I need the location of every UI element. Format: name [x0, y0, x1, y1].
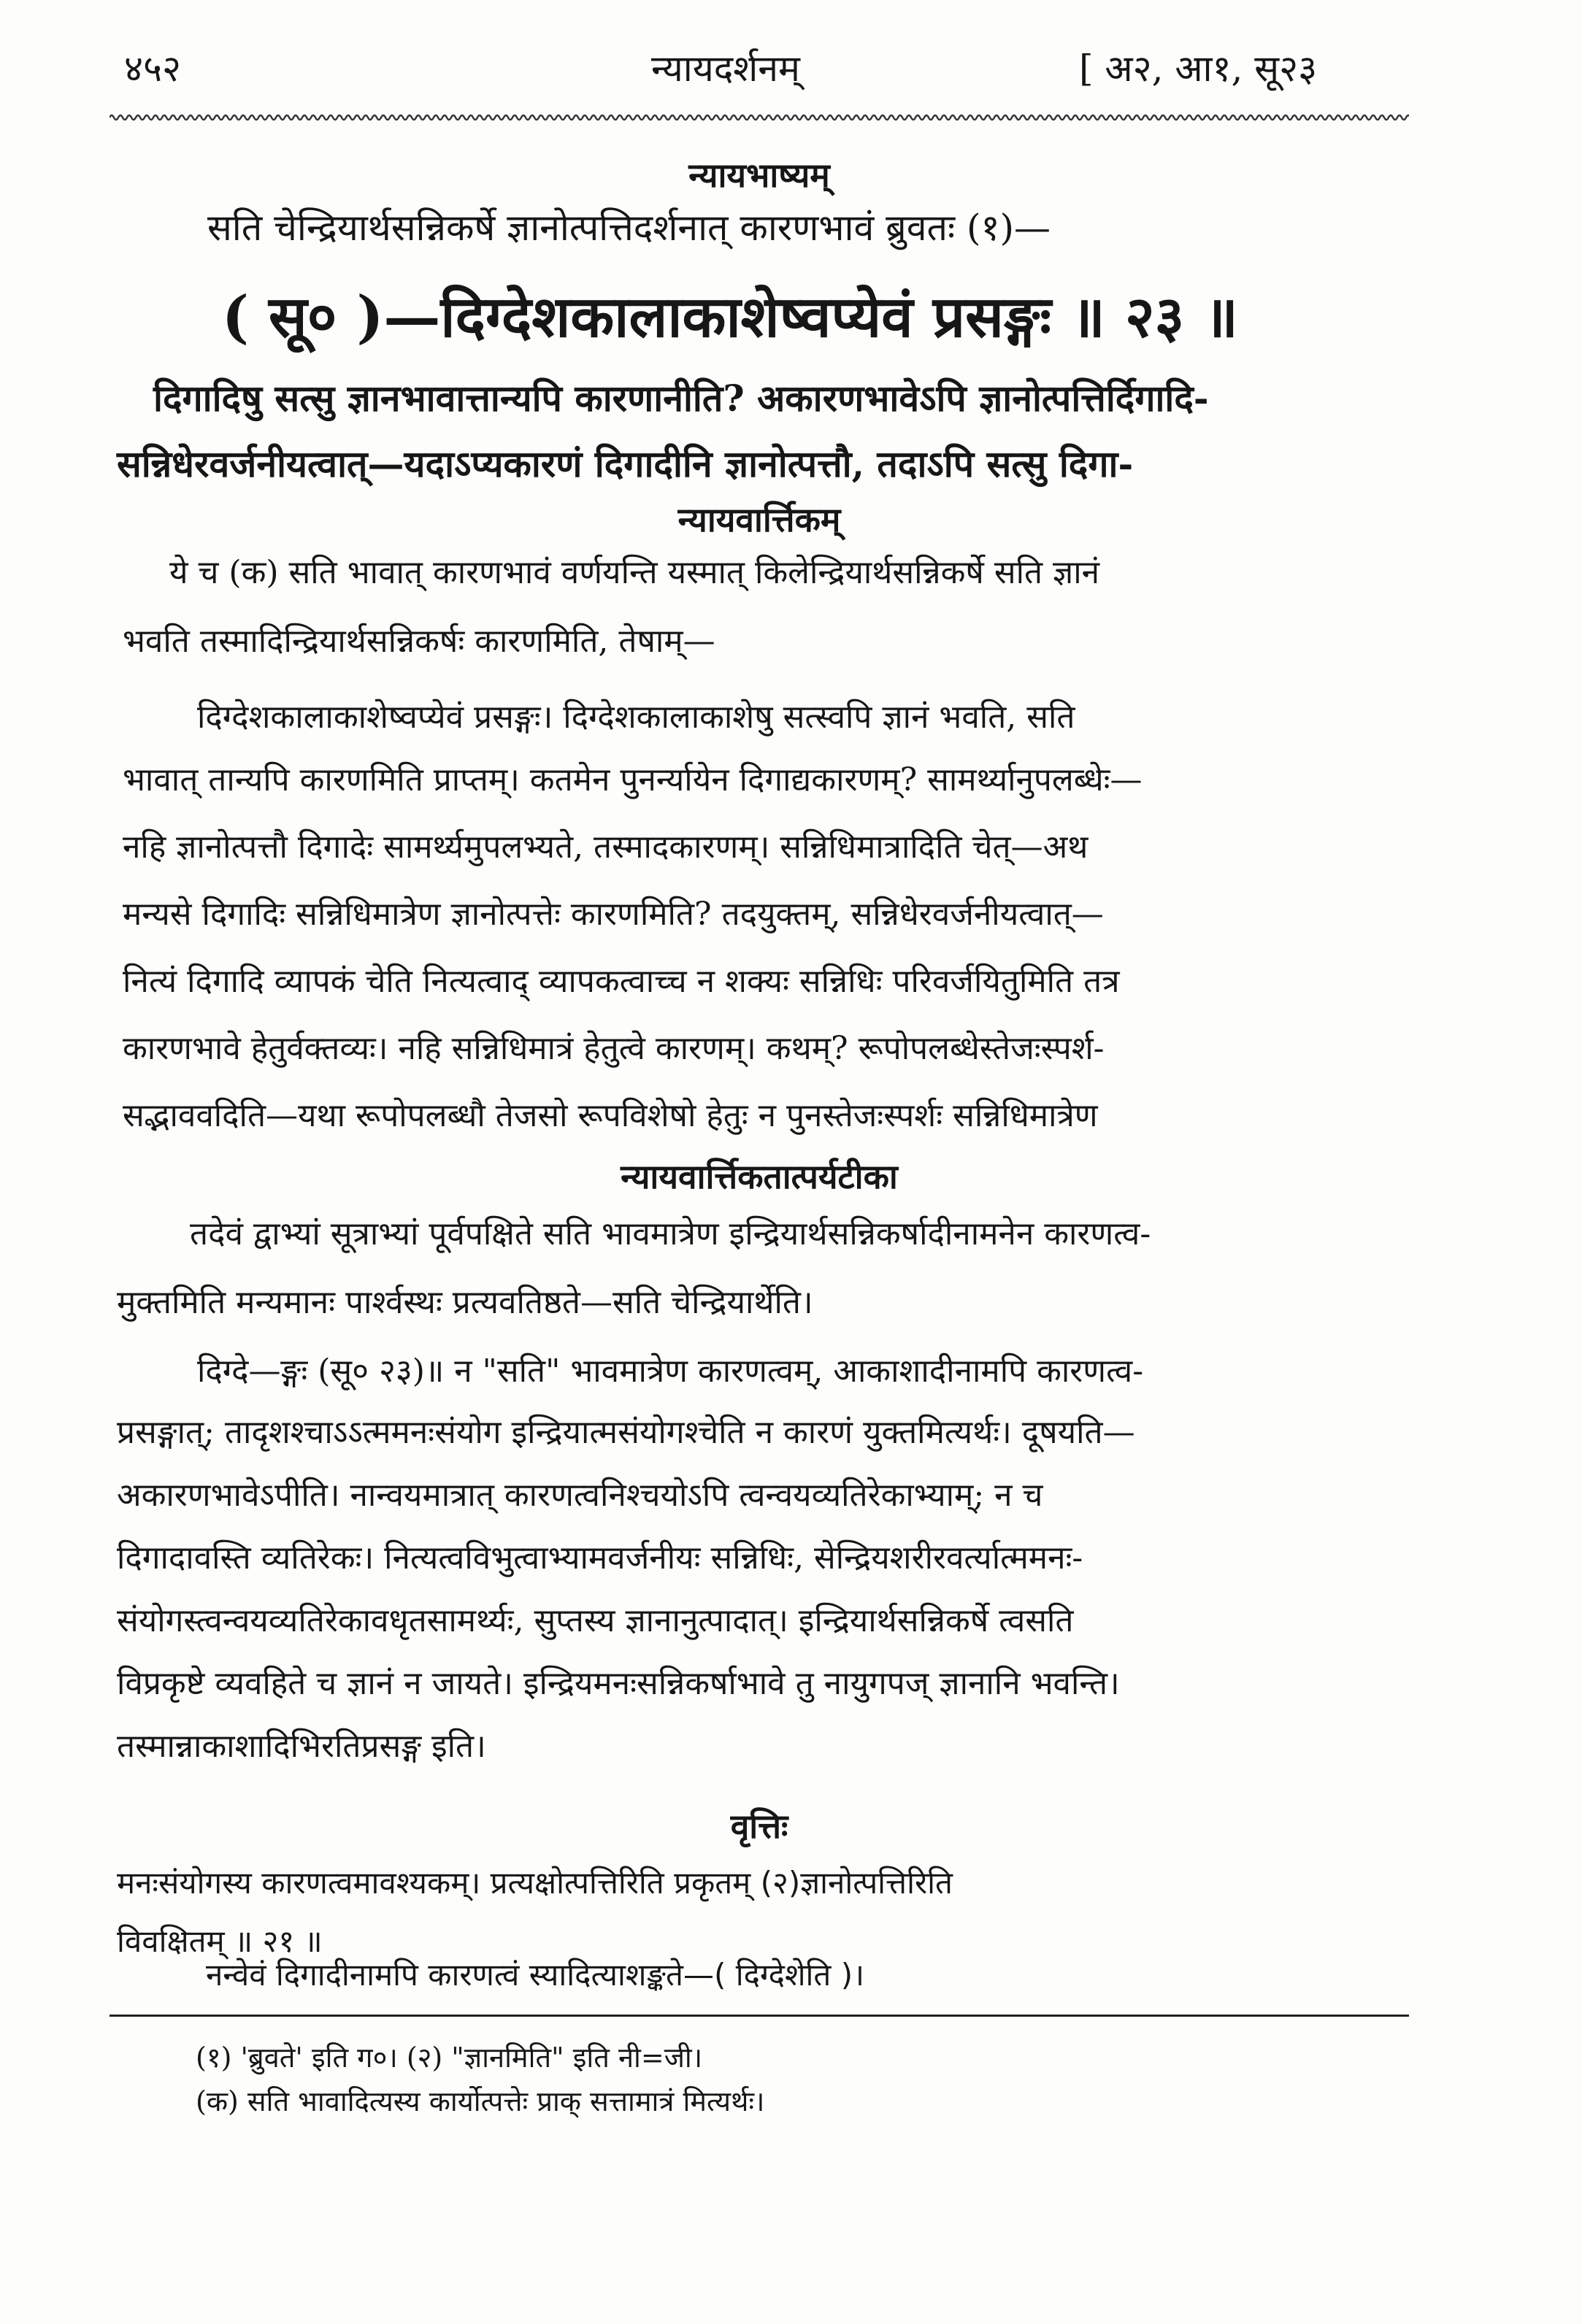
- vritti-line-2: विवक्षितम् ॥ २१ ॥: [117, 1923, 323, 1959]
- sutra-line: ( सू० )—दिग्देशकालाकाशेष्वप्येवं प्रसङ्गः ॥ २३ ॥: [221, 284, 1239, 350]
- tika-line-5: अकारणभावेऽपीति। नान्वयमात्रात् कारणत्वनिश्चयोऽपि त्वन्वयव्यतिरेकाभ्याम्; न च: [117, 1477, 1043, 1514]
- varttika-line-5: नहि ज्ञानोत्पत्तौ दिगादेः सामर्थ्यमुपलभ्यते, तस्मादकारणम्। सन्निधिमात्रादिति चेत्—अथ: [123, 828, 1088, 866]
- varttika-line-2: भवति तस्मादिन्द्रियार्थसन्निकर्षः कारणमिति, तेषाम्—: [123, 623, 715, 660]
- tatparya-tika-heading: न्यायवार्त्तिकतात्पर्यटीका: [621, 1157, 898, 1196]
- chapter-reference: [ अ२, आ१, सू२३: [1079, 47, 1318, 90]
- page-number: ४५२: [124, 47, 181, 90]
- footnote-rule: [110, 2015, 1409, 2017]
- footnote-1: (१) 'ब्रुवते' इति ग०। (२) "ज्ञानमिति" इति नी=जी।: [196, 2042, 703, 2074]
- running-title: न्यायदर्शनम्: [651, 47, 800, 90]
- varttika-line-8: कारणभावे हेतुर्वक्तव्यः। नहि सन्निधिमात्रं हेतुत्वे कारणम्। कथम्? रूपोपलब्धेस्तेजःस्पर्श-: [123, 1030, 1105, 1067]
- wavy-header-rule: [110, 111, 1409, 124]
- varttika-line-4: भावात् तान्यपि कारणमिति प्राप्तम्। कतमेन पुनर्न्यायेन दिगाद्यकारणम्? सामर्थ्यानुपलब्धेः—: [123, 761, 1143, 799]
- varttika-line-3: दिग्देशकालाकाशेष्वप्येवं प्रसङ्गः। दिग्देशकालाकाशेषु सत्स्वपि ज्ञानं भवति, सति: [197, 699, 1075, 736]
- tika-line-6: दिगादावस्ति व्यतिरेकः। नित्यत्वविभुत्वाभ्यामवर्जनीयः सन्निधिः, सेन्द्रियशरीरवर्त्यात्ममनः-: [117, 1539, 1083, 1577]
- tika-line-3: दिग्दे—ङ्गः (सू० २३)॥ न "सति" भावमात्रेण कारणत्वम्, आकाशादीनामपि कारणत्व-: [197, 1353, 1144, 1390]
- bhashya-line-1: दिगादिषु सत्सु ज्ञानभावात्तान्यपि कारणानीति? अकारणभावेऽपि ज्ञानोत्पत्तिर्दिगादि-: [153, 377, 1209, 420]
- varttika-line-7: नित्यं दिगादि व्यापकं चेति नित्यत्वाद् व्यापकत्वाच्च न शक्यः सन्निधिः परिवर्जयितुमिति तत्र: [123, 963, 1120, 1000]
- tika-line-2: मुक्तमिति मन्यमानः पार्श्वस्थः प्रत्यवतिष्ठते—सति चेन्द्रियार्थेति।: [117, 1284, 813, 1321]
- varttika-line-6: मन्यसे दिगादिः सन्निधिमात्रेण ज्ञानोत्पत्तेः कारणमिति? तदयुक्तम्, सन्निधेरवर्जनीयत्वात्—: [123, 896, 1104, 933]
- tika-line-1: तदेवं द्वाभ्यां सूत्राभ्यां पूर्वपक्षिते सति भावमात्रेण इन्द्रियार्थसन्निकर्षादीनामनेन कारणत्व-: [190, 1215, 1151, 1253]
- varttika-line-1: ये च (क) सति भावात् कारणभावं वर्णयन्ति यस्मात् किलेन्द्रियार्थसन्निकर्षे सति ज्ञानं: [169, 554, 1100, 591]
- nyaya-bhashya-heading: न्यायभाष्यम्: [688, 155, 830, 195]
- tika-line-9: तस्मान्नाकाशादिभिरतिप्रसङ्ग इति।: [117, 1728, 486, 1765]
- tika-line-7: संयोगस्त्वन्वयव्यतिरेकावधृतसामर्थ्यः, सुप्तस्य ज्ञानानुत्पादात्। इन्द्रियार्थसन्निकर्षे त्वसति: [117, 1602, 1074, 1639]
- bhashya-intro-line: सति चेन्द्रियार्थसन्निकर्षे ज्ञानोत्पत्तिदर्शनात् कारणभावं ब्रुवतः (१)—: [207, 207, 1051, 249]
- nyaya-varttika-heading: न्यायवार्त्तिकम्: [677, 500, 841, 539]
- vritti-line-3: नन्वेवं दिगादीनामपि कारणत्वं स्यादित्याशङ्कते—( दिग्देशेति )।: [206, 1957, 865, 1993]
- tika-line-8: विप्रकृष्टे व्यवहिते च ज्ञानं न जायते। इन्द्रियमनःसन्निकर्षाभावे तु नायुगपज् ज्ञानानि भवन्ति।: [117, 1665, 1120, 1702]
- tika-line-4: प्रसङ्गात्; तादृशश्चाऽऽत्ममनःसंयोग इन्द्रियात्मसंयोगश्चेति न कारणं युक्तमित्यर्थः। दूषयति—: [117, 1414, 1135, 1451]
- varttika-line-9: सद्भाववदिति—यथा रूपोपलब्धौ तेजसो रूपविशेषो हेतुः न पुनस्तेजःस्पर्शः सन्निधिमात्रेण: [123, 1097, 1098, 1134]
- bhashya-line-2: सन्निधेरवर्जनीयत्वात्—यदाऽप्यकारणं दिगादीनि ज्ञानोत्पत्तौ, तदाऽपि सत्सु दिगा-: [117, 442, 1134, 485]
- vritti-line-1: मनःसंयोगस्य कारणत्वमावश्यकम्। प्रत्यक्षोत्पत्तिरिति प्रकृतम् (२)ज्ञानोत्पत्तिरिति: [117, 1865, 953, 1901]
- vritti-heading: वृत्तिः: [730, 1807, 788, 1846]
- footnote-2: (क) सति भावादित्यस्य कार्योत्पत्तेः प्राक् सत्तामात्रं मित्यर्थः।: [196, 2085, 765, 2117]
